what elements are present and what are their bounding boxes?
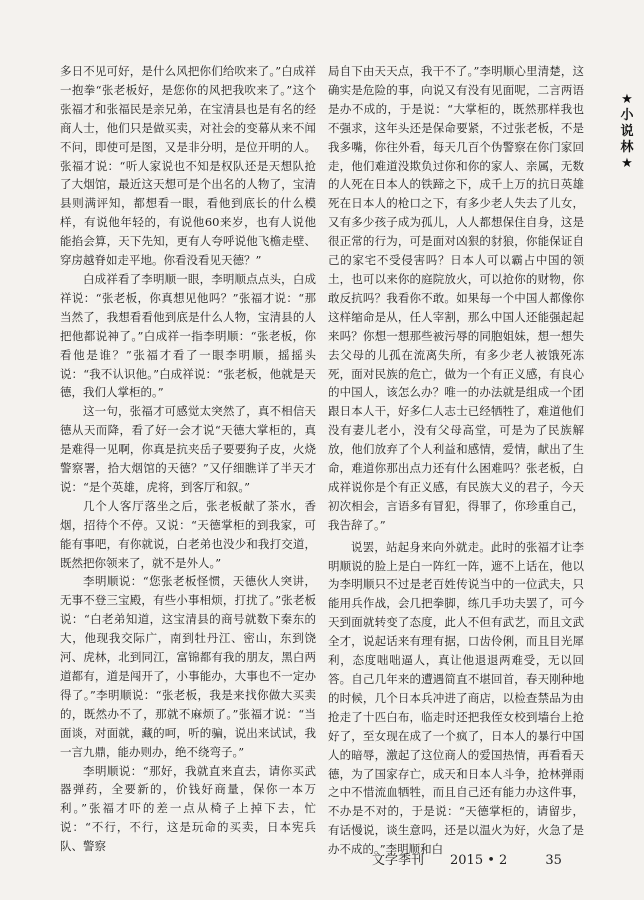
- star-icon: ★: [621, 156, 633, 171]
- paragraph: 局自下由天天点，我干不了。”李明顺心里清楚，这确实是危险的事，向说又有没有见面呢，二言两语是办不成的，于是说：“大掌柜的，既然那样我也不强求，这年头还是保命要紧，不过张老板，不是我多嘴，你往外看，每天几百个伪警察在你门家回走，他们难道没欺负过你和你的家人、亲属，无数的人死在日本人的铁蹄之下，成千上万的抗日英雄死在日本人的枪口之下，有多少老人失去了儿女，又有多少孩子成为孤儿，人人都想保住自身，这是很正常的行为，可是面对凶狠的豺狼，你能保证自己的家宅不受侵害吗？日本人可以霸占中国的领土，也可以来你的庭院放火，可以抢你的财物，你敢反抗吗？我看你不敢。如果每一个中国人都像你这样缩命是从，任人宰割，那么中国人还能强起起来吗？你想一想那些被污辱的同胞姐妹，想一想失去父母的儿孤在流离失所，有多少老人被饿死冻死，面对民族的危亡，做为一个有正义感，有良心的中国人，该怎么办？唯一的办法就是组成一个团跟日本人干，好多仁人志士已经牺牲了，难道他们没有妻儿老小，没有父母高堂，可是为了民族解放，他们放弃了个人利益和感情，爱情，献出了生命，难道你那出点力还有什么困难吗？张老板，白成祥说你是个有正义感，有民族大义的君子，今天初次相会，言语多有冒犯，得罪了，你珍重自己，我告辞了。”: [328, 64, 584, 532]
- page-number: 35: [545, 853, 562, 868]
- paragraph: 说罢，站起身来向外就走。此时的张福才让李明顺说的脸上是白一阵红一阵，遮不上话在，他以为李明顺只不过是老百姓传说当中的一位武夫，只能用兵作战，会几把拳脚，练几手功夫罢了，可今天到面就转变了态度，此人不但有武艺，而且文武全才，说起话来有理有据，口齿伶俐，而且目光犀利，态度咄咄逼人，真让他退退两难受，无以回答。自己几年来的遭遇简直不堪回首，春天刚种地的时候，几个日本兵冲进了商店，以检查禁品为由抢走了十匹白布，临走时还把我侄女校到墙台上抢好了，至女现在成了一个疯了，日本人的暴行中国人的暗辱，激起了这位商人的爱国热情，再看看天德，为了国家存亡，成天和日本人斗争，抢林弹雨之中不惜流血牺牲，而且自己还有能力办这件事，不办是不对的，于是说：“天德掌柜的，请留步，有话慢说，谈生意吗，还是以温火为好，火急了是办不成的。”李明顺和白: [328, 539, 584, 857]
- paragraph: 这一句，张福才可感觉太突然了，真不相信天德从天而降，看了好一会才说“天德大掌柜的，真是难得一见啊，你真是抗夹岳子要要狗子皮，火烧警察署，拾大烟馆的天德？”又仔细瞧详了半天才说：“是个英雄，虎将，到客厅和叙。”: [60, 404, 316, 494]
- paragraph: 多日不见可好，是什么风把你们给吹来了。”白成祥一抱拳“张老板好，是您你的风把我吹来了。”这个张福才和张福民是亲兄弟，在宝清县也是有名的经商人士，他们只是做买卖，对社会的变幕从来不闻不问，即使可是图，又是非分明，是位开明的人。张福才说：“听人家说也不知是权队还是天想队抢了大烟馆，最近这天想可是个出名的人物了，宝清县则满评知，都想看一眼，看他到底长的什么模样，有说他年轻的，有说他60来岁，也有人说他能掐会算，天下先知，更有人夸呼说他飞檐走壁、穿房越脊如走平地。你看没看见天德？”: [60, 64, 316, 268]
- paragraph: 白成祥看了李明顺一眼，李明顺点点头，白成祥说：“张老板，你真想见他吗？”张福才说：“那当然了，我想看看他到底是什么人物，宝清县的人把他都说神了。”白成祥一指李明顺：“张老板，你看他是谁？”张福才看了一眼李明顺，摇摇头说：“我不认识他。”白成祥说：“张老板，他就是天德，我们人掌柜的。”: [60, 271, 316, 400]
- paragraph: 李明顺说：“那好，我就直来直去，请你买武器弹药，全要新的，价钱好商量，保你一本万利。”张福才吓的差一点从椅子上掉下去，忙说：“不行，不行，这是玩命的买卖，日本宪兵队、警察: [60, 763, 316, 854]
- left-column: [60, 62, 316, 856]
- section-tab-char: 小: [620, 108, 634, 123]
- page-footer: [372, 849, 562, 868]
- paragraph: 几个人客厅落坐之后，张老板献了茶水，香烟，招待个不停。又说：“天德掌柜的到我家，可能有事吧，有你就说，白老弟也没少和我打交道，既然把你领来了，就不是外人。”: [60, 498, 316, 570]
- section-tab-novel-forest: [618, 92, 636, 172]
- issue-number: 2015 • 2: [450, 853, 508, 868]
- section-tab-char: 说: [620, 124, 634, 139]
- star-icon: ★: [621, 92, 633, 107]
- magazine-title: 文学季刊: [372, 853, 425, 868]
- paragraph: 李明顺说：“您张老板怪惯，天德伙人突讲，无事不登三宝殿，有些小事相烦，打扰了。”张老板说：“白老弟知道，这宝清县的商号就数下秦东的大，他现我交际广，南到牡丹江、密山，东到饶河、虎林，北到同江，富锦都有我的朋友，黑白两道都有，道是闯开了，小事能办，大事也不一定办得了。”李明顺说：“张老板，我是来找你做大买卖的，既然办不了，那就不麻烦了。”张福才说：“当面谈，对面就，藏的呵，听的骗，说出来试试，我一言九鼎，能办则办，绝不绕弯子。”: [60, 574, 316, 759]
- right-column: [328, 62, 584, 859]
- section-tab-char: 林: [620, 140, 634, 155]
